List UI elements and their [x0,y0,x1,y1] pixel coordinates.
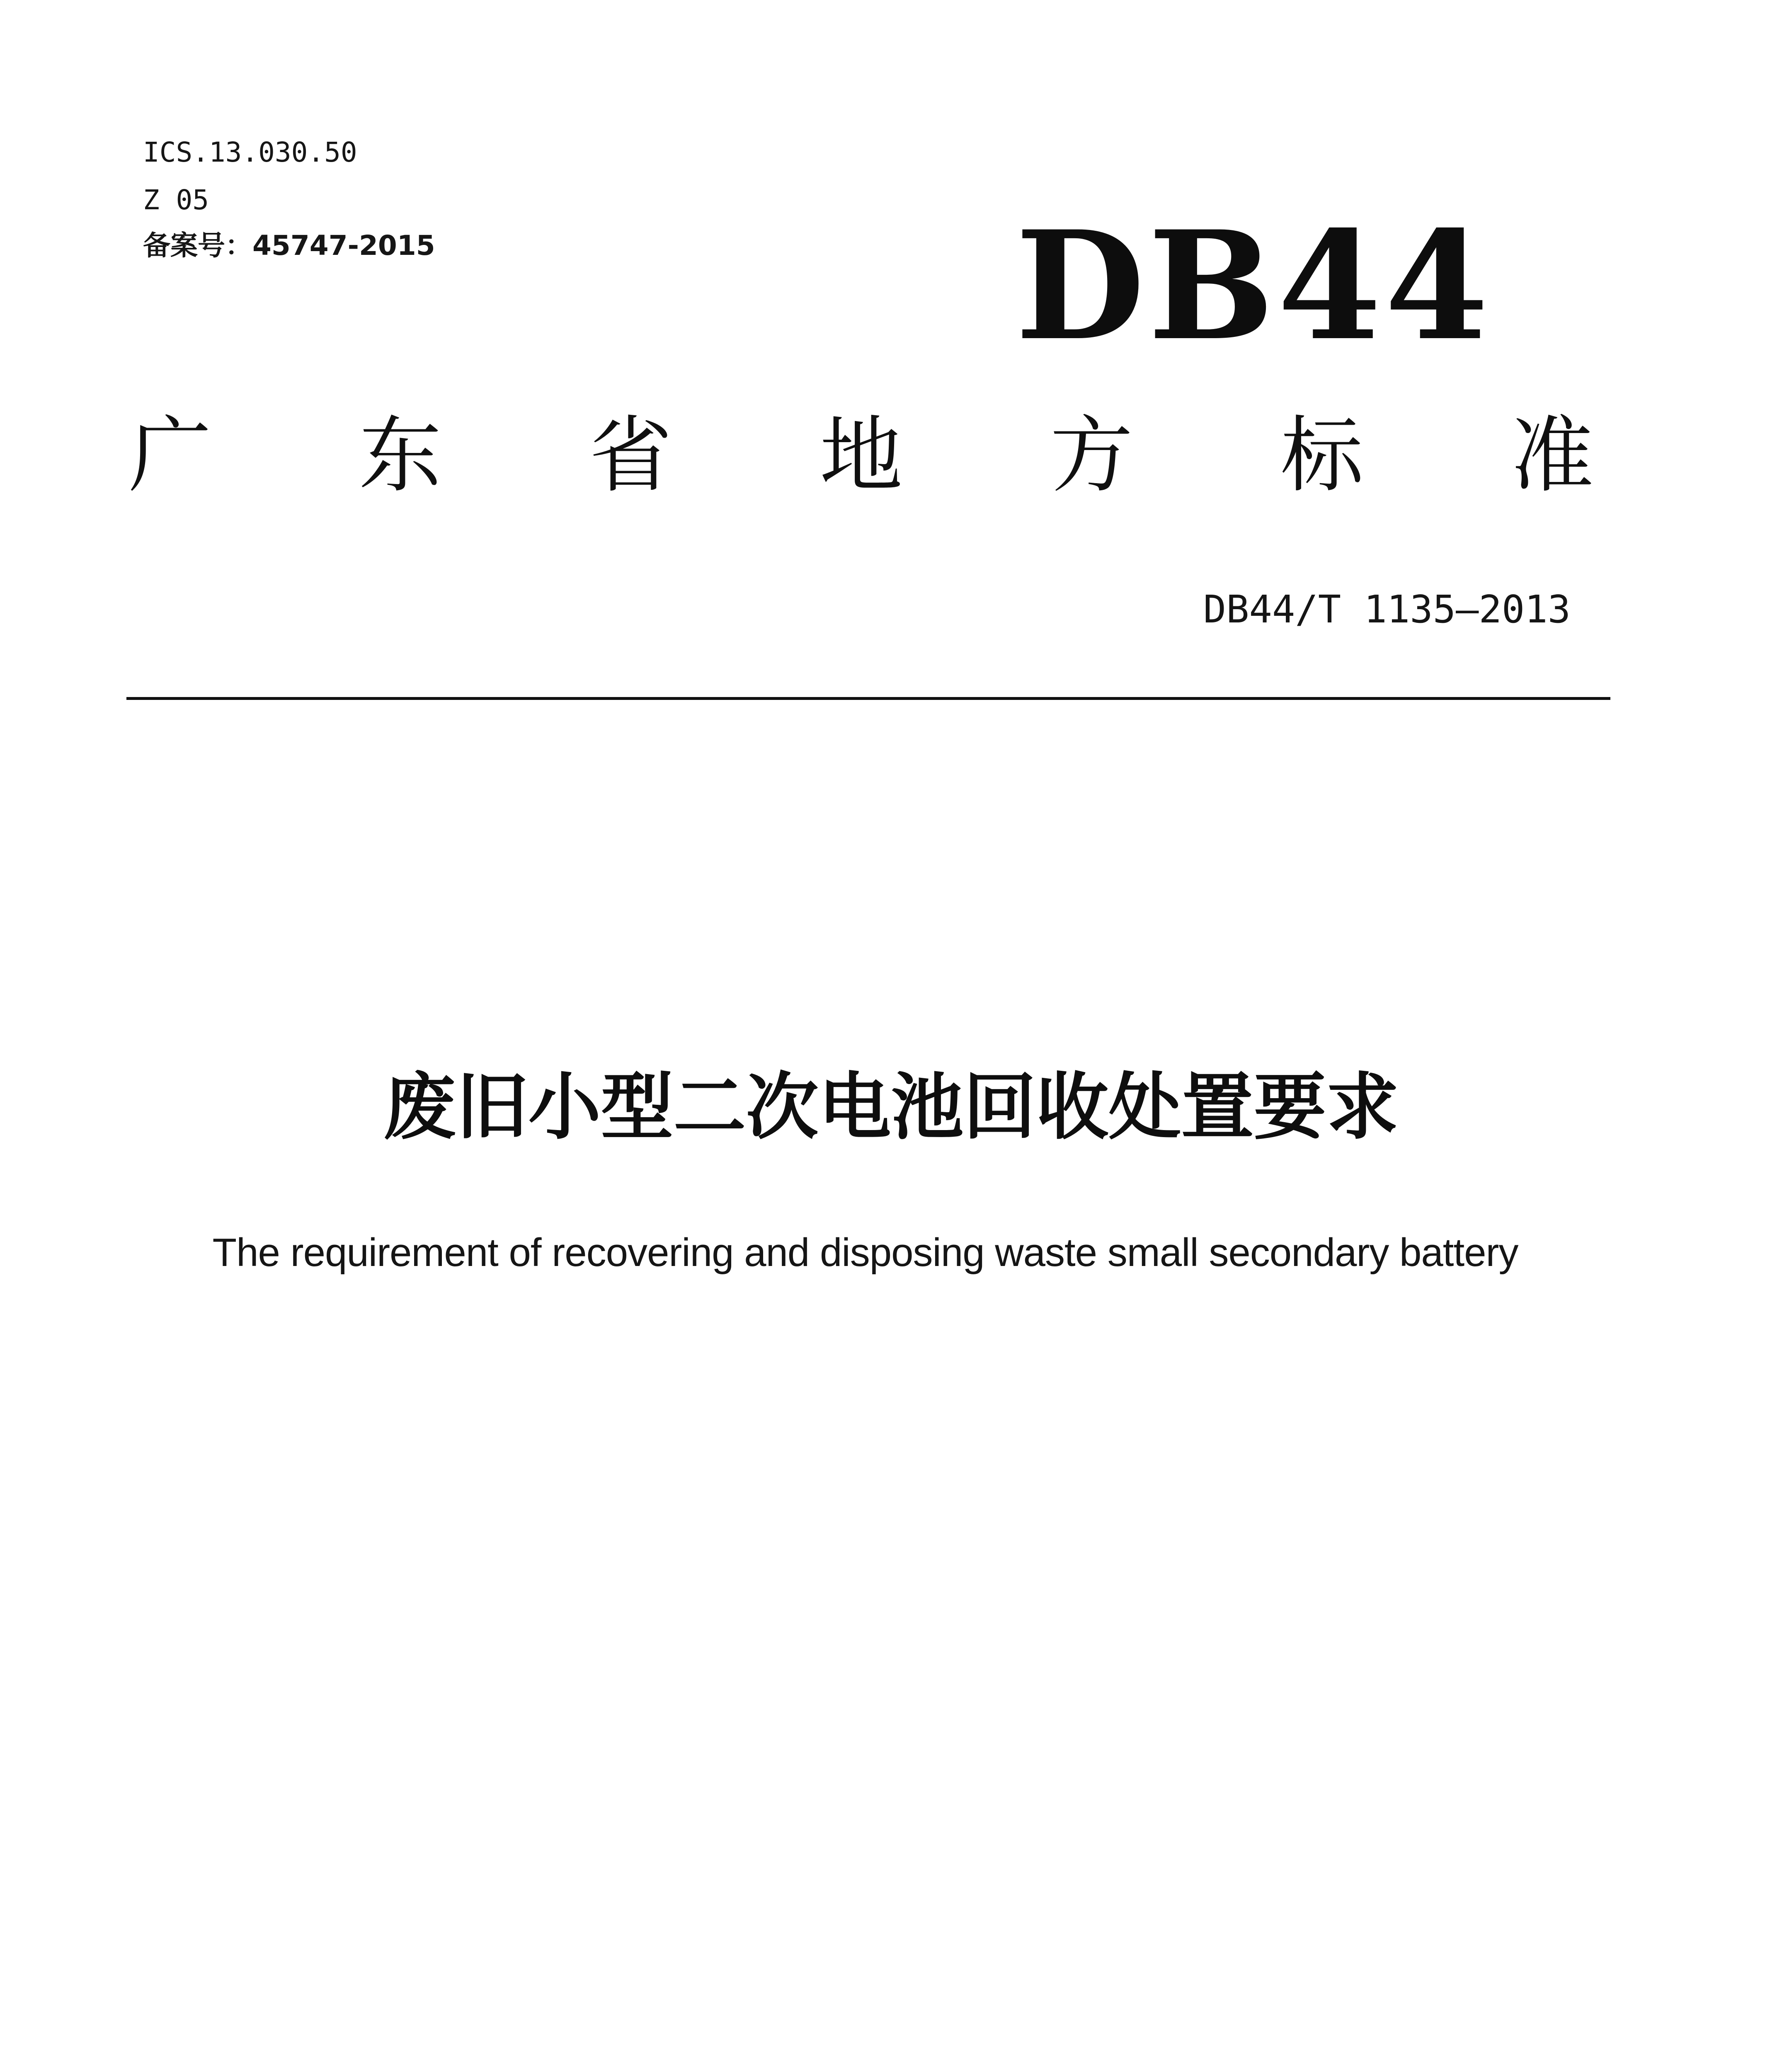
title-english: The requirement of recovering and disposing waste small secondary battery [212,1230,1518,1275]
standard-type-char: 省 [589,407,672,504]
standard-type-char: 东 [359,407,442,504]
ics-code: ICS.13.030.50 [143,136,357,168]
standard-type-char: 广 [128,407,212,504]
record-number: 备案号：45747-2015 [143,230,435,261]
standard-type-char: 标 [1280,407,1364,504]
top-divider [126,697,1610,700]
document-code: DB44/T 1135—2013 [1203,587,1571,632]
title-chinese: 废旧小型二次电池回收处置要求 [383,1065,1399,1150]
standard-type-char: 地 [819,407,903,504]
classification-code: Z 05 [143,184,209,216]
standard-type-char: 方 [1050,407,1133,504]
standard-type-char: 准 [1510,407,1594,504]
standard-logo: DB44 [1015,198,1492,373]
standard-type-heading [128,407,1594,504]
